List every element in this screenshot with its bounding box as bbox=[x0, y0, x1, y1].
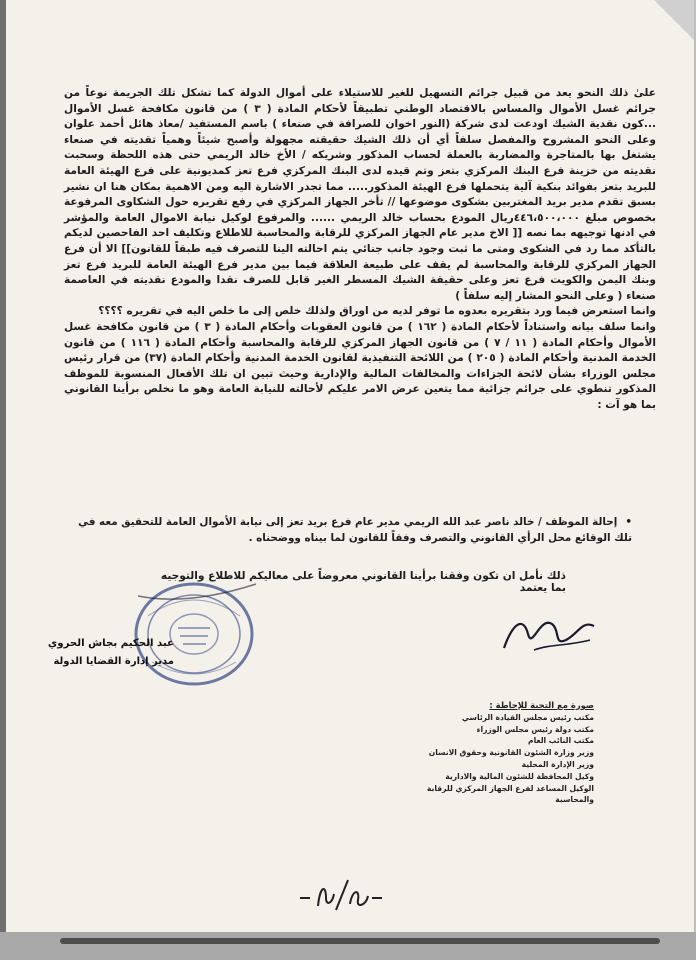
copy-recipient: وزير وزارة الشئون القانونية وحقوق الانسان bbox=[428, 748, 594, 758]
handwritten-signature bbox=[494, 610, 604, 660]
copies-heading: صورة مع التحية للإحاطة : bbox=[489, 700, 594, 710]
copy-recipient: مكتب دولة رئيس مجلس الوزراء bbox=[476, 724, 594, 734]
copy-recipient: الوكيل المساعد لفرع الجهاز المركزي للرقابة والمحاسبة bbox=[426, 783, 594, 805]
paper-edge-shadow bbox=[60, 938, 660, 944]
signatory-name: عبد الحكيم بجاش الحروي bbox=[47, 638, 174, 649]
copy-recipient: وكيل المحافظة للشئون المالية والادارية bbox=[445, 771, 594, 781]
official-stamp bbox=[128, 576, 264, 688]
legal-opinion-result bbox=[76, 514, 632, 546]
body-paragraph-2: وانما استعرض فيما ورد بتقريره بعدوه ما توفر لديه من اوراق ولذلك خلص إلى ما خلص اليه في تقريره ؟؟؟؟ bbox=[98, 305, 656, 318]
handwritten-page-number bbox=[296, 876, 386, 916]
copy-recipient: مكتب النائب العام bbox=[528, 736, 594, 746]
body-paragraph-3: وانما سلف بيانه واستناداً لأحكام المادة ( ١٦٢ ) من قانون العقوبات وأحكام المادة ( ٣ ) من قانون مكافحة غسل الأموال وأحكام المادة ( ١١ / ٧ ) من قانون الجهاز المركزي للرقابة والمحاسبة وأحكام المادة ( ١١٦ ) من قانون الخدمة المدنية وأحكام المادة ( ٢٠٥ ) من اللائحة التنفيذية لقانون الخدمة المدنية وأحكام المادة (٣٧) من قرار رئيس مجلس الوزراء بشأن لائحة الجزاءات والمخالفات المالية والإدارية وحيث تبين ان تلك الأفعال المنسوبة للموظف المذكور تنطوي على جرائم جزائية مما يتعين عرض الامر عليكم لأحالته للنيابة العامة وهو ما نخلص برأينا القانوني بما هو آت : bbox=[64, 320, 656, 411]
document-page bbox=[6, 0, 694, 932]
closing-sentence: ذلك نأمل ان تكون وفقنا برأينا القانوني معروضاً على معاليكم للاطلاع والتوجيه بما يعتمد bbox=[160, 570, 566, 594]
signatory-title: مدير إدارة القضايا الدولة bbox=[53, 656, 174, 667]
result-bullet: • bbox=[625, 516, 632, 528]
scan-bottom-edge bbox=[0, 932, 696, 960]
folded-corner bbox=[654, 0, 694, 40]
result-text: إحالة الموظف / خالد ناصر عبد الله الريمي مدير عام فرع بريد تعز إلى نيابة الأموال العامة للتحقيق معه في تلك الوقائع محل الرأي القانوني والتصرف وفقاً للقانون لما بيناه ووضحناه . bbox=[78, 516, 632, 544]
copies-list bbox=[394, 700, 594, 806]
document-body bbox=[64, 86, 656, 413]
body-paragraph-1: علىٰ ذلك النحو يعد من قبيل جرائم التسهيل للغير للاستيلاء على أموال الدولة كما تشكل تلك الجريمة نوعاً من جرائم غسل الأموال والمساس بالاقتصاد الوطني تطبيقاً لأحكام المادة ( ٣ ) من قانون مكافحة غسل الأموال ...كون نقدية الشيك اودعت لدى شركة (النور اخوان للصرافة في صنعاء ) باسم المستفيد /معاذ هائل أحمد علوان وعلى النحو المشروح والمفصل سلفاً أي أن ذلك الشيك حقيقته مجهولة وأصبح شيئاً وهمياً تقديته في صنعاء يشتغل بها بالمتاجرة والمضاربة بالعملة لحساب المذكور وشريكه / الأخ خالد الريمي حتى هذه اللحظة وسحبت نقديته من خزينة فرع البنك المركزي بتعز وتم قيده لدى البنك المركزي فرع تعز كمديونية على فرع الهيئة العامة للبريد بتعز بفوائد بنكية آلية يتحملها فرع الهيئة المذكور..... مما تجدر الاشارة اليه ومن الاهمية بمكان هنا ان نشير بسبق تقدم مدير بريد المغتربين بشكوى موضوعها // تأخر الجهاز المركزي في رفع تقريره حول الشكاوى المرفوعة بخصوص مبلغ ٤٤٦،٥٠٠،٠٠٠ريال المودع بحساب خالد الريمي ...... والمرفوع لوكيل نيابة الاموال العامة والمؤشر في ادنها توجيهه بما نصه [[ الاخ مدير عام الجهاز المركزي للرقابة والمحاسبة للاطلاع وتكليف احد الفاحصين لديكم بالتأكد مما رد في الشكوى ومتى ما ثبت وجود جانب جنائي يتم احالته الينا للتصرف فيه طبقاً للقانون]] الا أن فرع الجهاز المركزي للرقابة والمحاسبة لم يقف على طبيعة العلاقة فيما بين مدير فرع الهيئة العامة للبريد فرع تعز وبنك اليمن والكويت فرع تعز وعلى حقيقة الشيك المسطر الغير قابل للصرف نقدا والمودع نقديته في العاصمة صنعاء ( وعلى النحو المشار إليه سلفاً ) bbox=[64, 87, 656, 302]
copy-recipient: وزير الإدارة المحلية bbox=[521, 759, 594, 769]
copy-recipient: مكتب رئيس مجلس القيادة الرئاسي bbox=[461, 712, 594, 722]
